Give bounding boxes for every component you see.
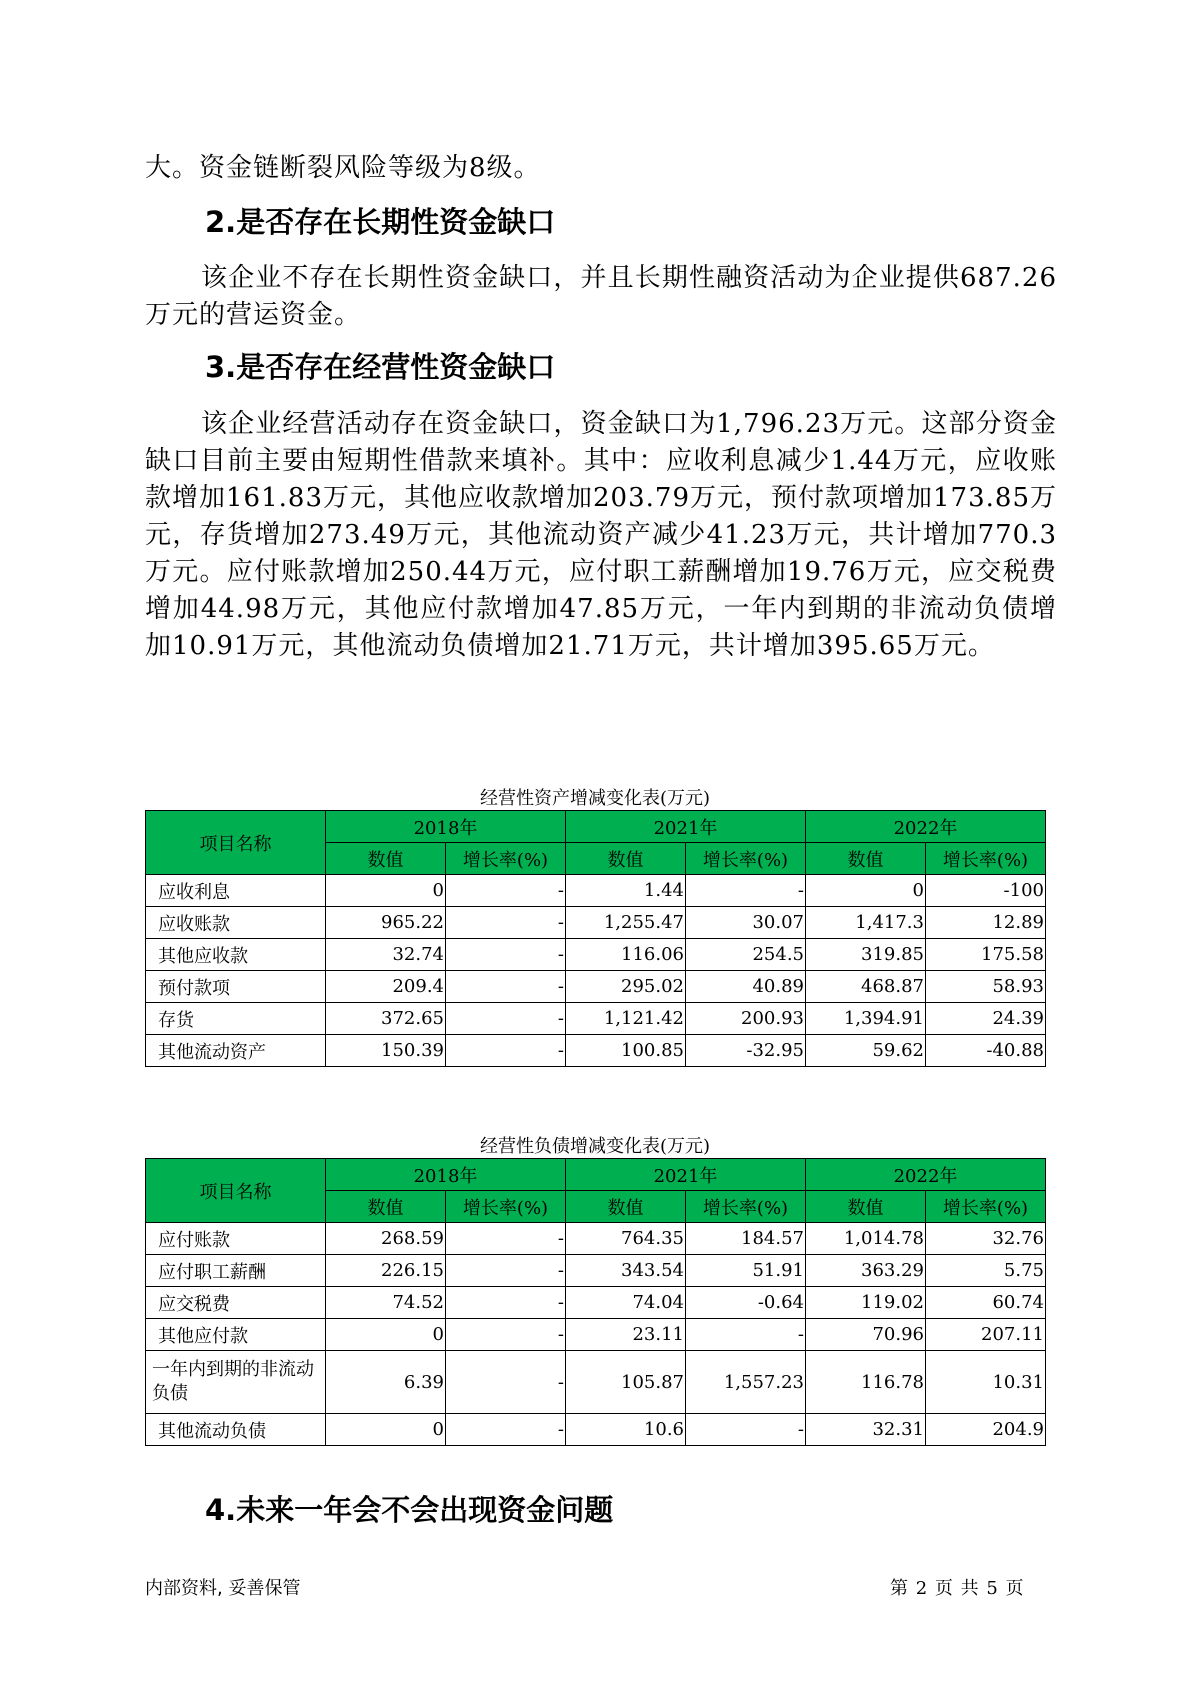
header-year: 2021年 — [566, 811, 806, 843]
value-cell: 105.87 — [566, 1351, 686, 1414]
value-cell: 226.15 — [326, 1255, 446, 1287]
value-cell: 23.11 — [566, 1319, 686, 1351]
value-cell: 150.39 — [326, 1035, 446, 1067]
table-row — [146, 907, 1046, 939]
value-cell: 74.04 — [566, 1287, 686, 1319]
table-row — [146, 1351, 1046, 1414]
header-growth: 增长率(%) — [926, 1191, 1046, 1223]
row-label: 其他应付款 — [146, 1319, 326, 1351]
value-cell: 116.06 — [566, 939, 686, 971]
row-label: 应收账款 — [146, 907, 326, 939]
section-heading-2: 2.是否存在长期性资金缺口 — [205, 205, 556, 239]
growth-cell: - — [686, 1319, 806, 1351]
value-cell: 119.02 — [806, 1287, 926, 1319]
row-label: 应交税费 — [146, 1287, 326, 1319]
growth-cell: - — [446, 1255, 566, 1287]
footer-page-info: 第 2 页 共 5 页 — [890, 1578, 1025, 1599]
value-cell: 764.35 — [566, 1223, 686, 1255]
growth-cell: - — [446, 1035, 566, 1067]
growth-cell: - — [446, 1414, 566, 1446]
value-cell: 1.44 — [566, 875, 686, 907]
table-row — [146, 1319, 1046, 1351]
header-growth: 增长率(%) — [446, 1191, 566, 1223]
header-item-name: 项目名称 — [146, 811, 326, 875]
growth-cell: -100 — [926, 875, 1046, 907]
value-cell: 0 — [326, 1319, 446, 1351]
table-row — [146, 939, 1046, 971]
growth-cell: 254.5 — [686, 939, 806, 971]
value-cell: 32.74 — [326, 939, 446, 971]
growth-cell: -32.95 — [686, 1035, 806, 1067]
table-row — [146, 1003, 1046, 1035]
value-cell: 0 — [326, 875, 446, 907]
growth-cell: - — [446, 1319, 566, 1351]
growth-cell: - — [446, 875, 566, 907]
growth-cell: 60.74 — [926, 1287, 1046, 1319]
growth-cell: 175.58 — [926, 939, 1046, 971]
value-cell: 268.59 — [326, 1223, 446, 1255]
header-value: 数值 — [326, 843, 446, 875]
header-value: 数值 — [806, 843, 926, 875]
value-cell: 363.29 — [806, 1255, 926, 1287]
header-year: 2021年 — [566, 1159, 806, 1191]
header-value: 数值 — [566, 1191, 686, 1223]
value-cell: 100.85 — [566, 1035, 686, 1067]
header-year: 2018年 — [326, 1159, 566, 1191]
value-cell: 1,255.47 — [566, 907, 686, 939]
growth-cell: - — [446, 907, 566, 939]
header-growth: 增长率(%) — [686, 1191, 806, 1223]
paragraph-long-term-gap: 该企业不存在长期性资金缺口，并且长期性融资活动为企业提供687.26万元的营运资金。 — [145, 263, 1057, 330]
table-row — [146, 1287, 1046, 1319]
table-row — [146, 1414, 1046, 1446]
growth-cell: 24.39 — [926, 1003, 1046, 1035]
header-growth: 增长率(%) — [446, 843, 566, 875]
row-label: 应付职工薪酬 — [146, 1255, 326, 1287]
table-row — [146, 1223, 1046, 1255]
growth-cell: - — [446, 1223, 566, 1255]
row-label: 一年内到期的非流动负债 — [146, 1351, 326, 1414]
header-year: 2022年 — [806, 811, 1046, 843]
growth-cell: 1,557.23 — [686, 1351, 806, 1414]
growth-cell: 40.89 — [686, 971, 806, 1003]
growth-cell: - — [446, 1003, 566, 1035]
value-cell: 1,121.42 — [566, 1003, 686, 1035]
growth-cell: 32.76 — [926, 1223, 1046, 1255]
growth-cell: 5.75 — [926, 1255, 1046, 1287]
header-item-name: 项目名称 — [146, 1159, 326, 1223]
growth-cell: 204.9 — [926, 1414, 1046, 1446]
value-cell: 468.87 — [806, 971, 926, 1003]
header-growth: 增长率(%) — [686, 843, 806, 875]
value-cell: 209.4 — [326, 971, 446, 1003]
paragraph-operating-gap: 该企业经营活动存在资金缺口，资金缺口为1,796.23万元。这部分资金缺口目前主要由短期性借款来填补。其中：应收利息减少1.44万元，应收账款增加161.83万元，其他应收款增加203.79万元，预付款项增加173.85万元，存货增加273.49万元，其他流动资产减少41.23万元，共计增加770.3万元。应付账款增加250.44万元，应付职工薪酬增加19.76万元，应交税费增加44.98万元，其他应付款增加47.85万元，一年内到期的非流动负债增加10.91万元，其他流动负债增加21.71万元，共计增加395.65万元。 — [145, 409, 1057, 661]
growth-cell: 207.11 — [926, 1319, 1046, 1351]
header-value: 数值 — [566, 843, 686, 875]
value-cell: 0 — [326, 1414, 446, 1446]
header-growth: 增长率(%) — [926, 843, 1046, 875]
assets-table-body — [146, 875, 1046, 1067]
header-year: 2018年 — [326, 811, 566, 843]
row-label: 其他应收款 — [146, 939, 326, 971]
table-row — [146, 875, 1046, 907]
growth-cell: -40.88 — [926, 1035, 1046, 1067]
value-cell: 10.6 — [566, 1414, 686, 1446]
value-cell: 6.39 — [326, 1351, 446, 1414]
section-heading-3: 3.是否存在经营性资金缺口 — [205, 350, 556, 384]
value-cell: 1,417.3 — [806, 907, 926, 939]
growth-cell: - — [686, 875, 806, 907]
growth-cell: 51.91 — [686, 1255, 806, 1287]
growth-cell: - — [446, 971, 566, 1003]
assets-change-table — [145, 810, 1046, 1067]
value-cell: 295.02 — [566, 971, 686, 1003]
growth-cell: 30.07 — [686, 907, 806, 939]
footer-confidential: 内部资料, 妥善保管 — [145, 1578, 301, 1599]
row-label: 其他流动负债 — [146, 1414, 326, 1446]
growth-cell: 184.57 — [686, 1223, 806, 1255]
value-cell: 116.78 — [806, 1351, 926, 1414]
table-row — [146, 1035, 1046, 1067]
section-heading-4: 4.未来一年会不会出现资金问题 — [205, 1493, 614, 1527]
value-cell: 319.85 — [806, 939, 926, 971]
value-cell: 32.31 — [806, 1414, 926, 1446]
value-cell: 372.65 — [326, 1003, 446, 1035]
header-year: 2022年 — [806, 1159, 1046, 1191]
row-label: 预付款项 — [146, 971, 326, 1003]
growth-cell: 58.93 — [926, 971, 1046, 1003]
table-row — [146, 971, 1046, 1003]
row-label: 其他流动资产 — [146, 1035, 326, 1067]
growth-cell: 200.93 — [686, 1003, 806, 1035]
value-cell: 1,394.91 — [806, 1003, 926, 1035]
growth-cell: -0.64 — [686, 1287, 806, 1319]
liabilities-table-body — [146, 1223, 1046, 1446]
row-label: 存货 — [146, 1003, 326, 1035]
table-row — [146, 1255, 1046, 1287]
value-cell: 59.62 — [806, 1035, 926, 1067]
growth-cell: - — [446, 1351, 566, 1414]
liabilities-change-table — [145, 1158, 1046, 1446]
value-cell: 1,014.78 — [806, 1223, 926, 1255]
assets-table-caption: 经营性资产增减变化表(万元) — [479, 788, 711, 809]
growth-cell: - — [446, 939, 566, 971]
value-cell: 343.54 — [566, 1255, 686, 1287]
growth-cell: - — [446, 1287, 566, 1319]
value-cell: 965.22 — [326, 907, 446, 939]
intro-paragraph: 大。资金链断裂风险等级为8级。 — [145, 153, 541, 183]
value-cell: 0 — [806, 875, 926, 907]
growth-cell: 10.31 — [926, 1351, 1046, 1414]
header-value: 数值 — [326, 1191, 446, 1223]
growth-cell: - — [686, 1414, 806, 1446]
row-label: 应付账款 — [146, 1223, 326, 1255]
value-cell: 70.96 — [806, 1319, 926, 1351]
growth-cell: 12.89 — [926, 907, 1046, 939]
row-label: 应收利息 — [146, 875, 326, 907]
header-value: 数值 — [806, 1191, 926, 1223]
value-cell: 74.52 — [326, 1287, 446, 1319]
liabilities-table-caption: 经营性负债增减变化表(万元) — [479, 1136, 711, 1157]
